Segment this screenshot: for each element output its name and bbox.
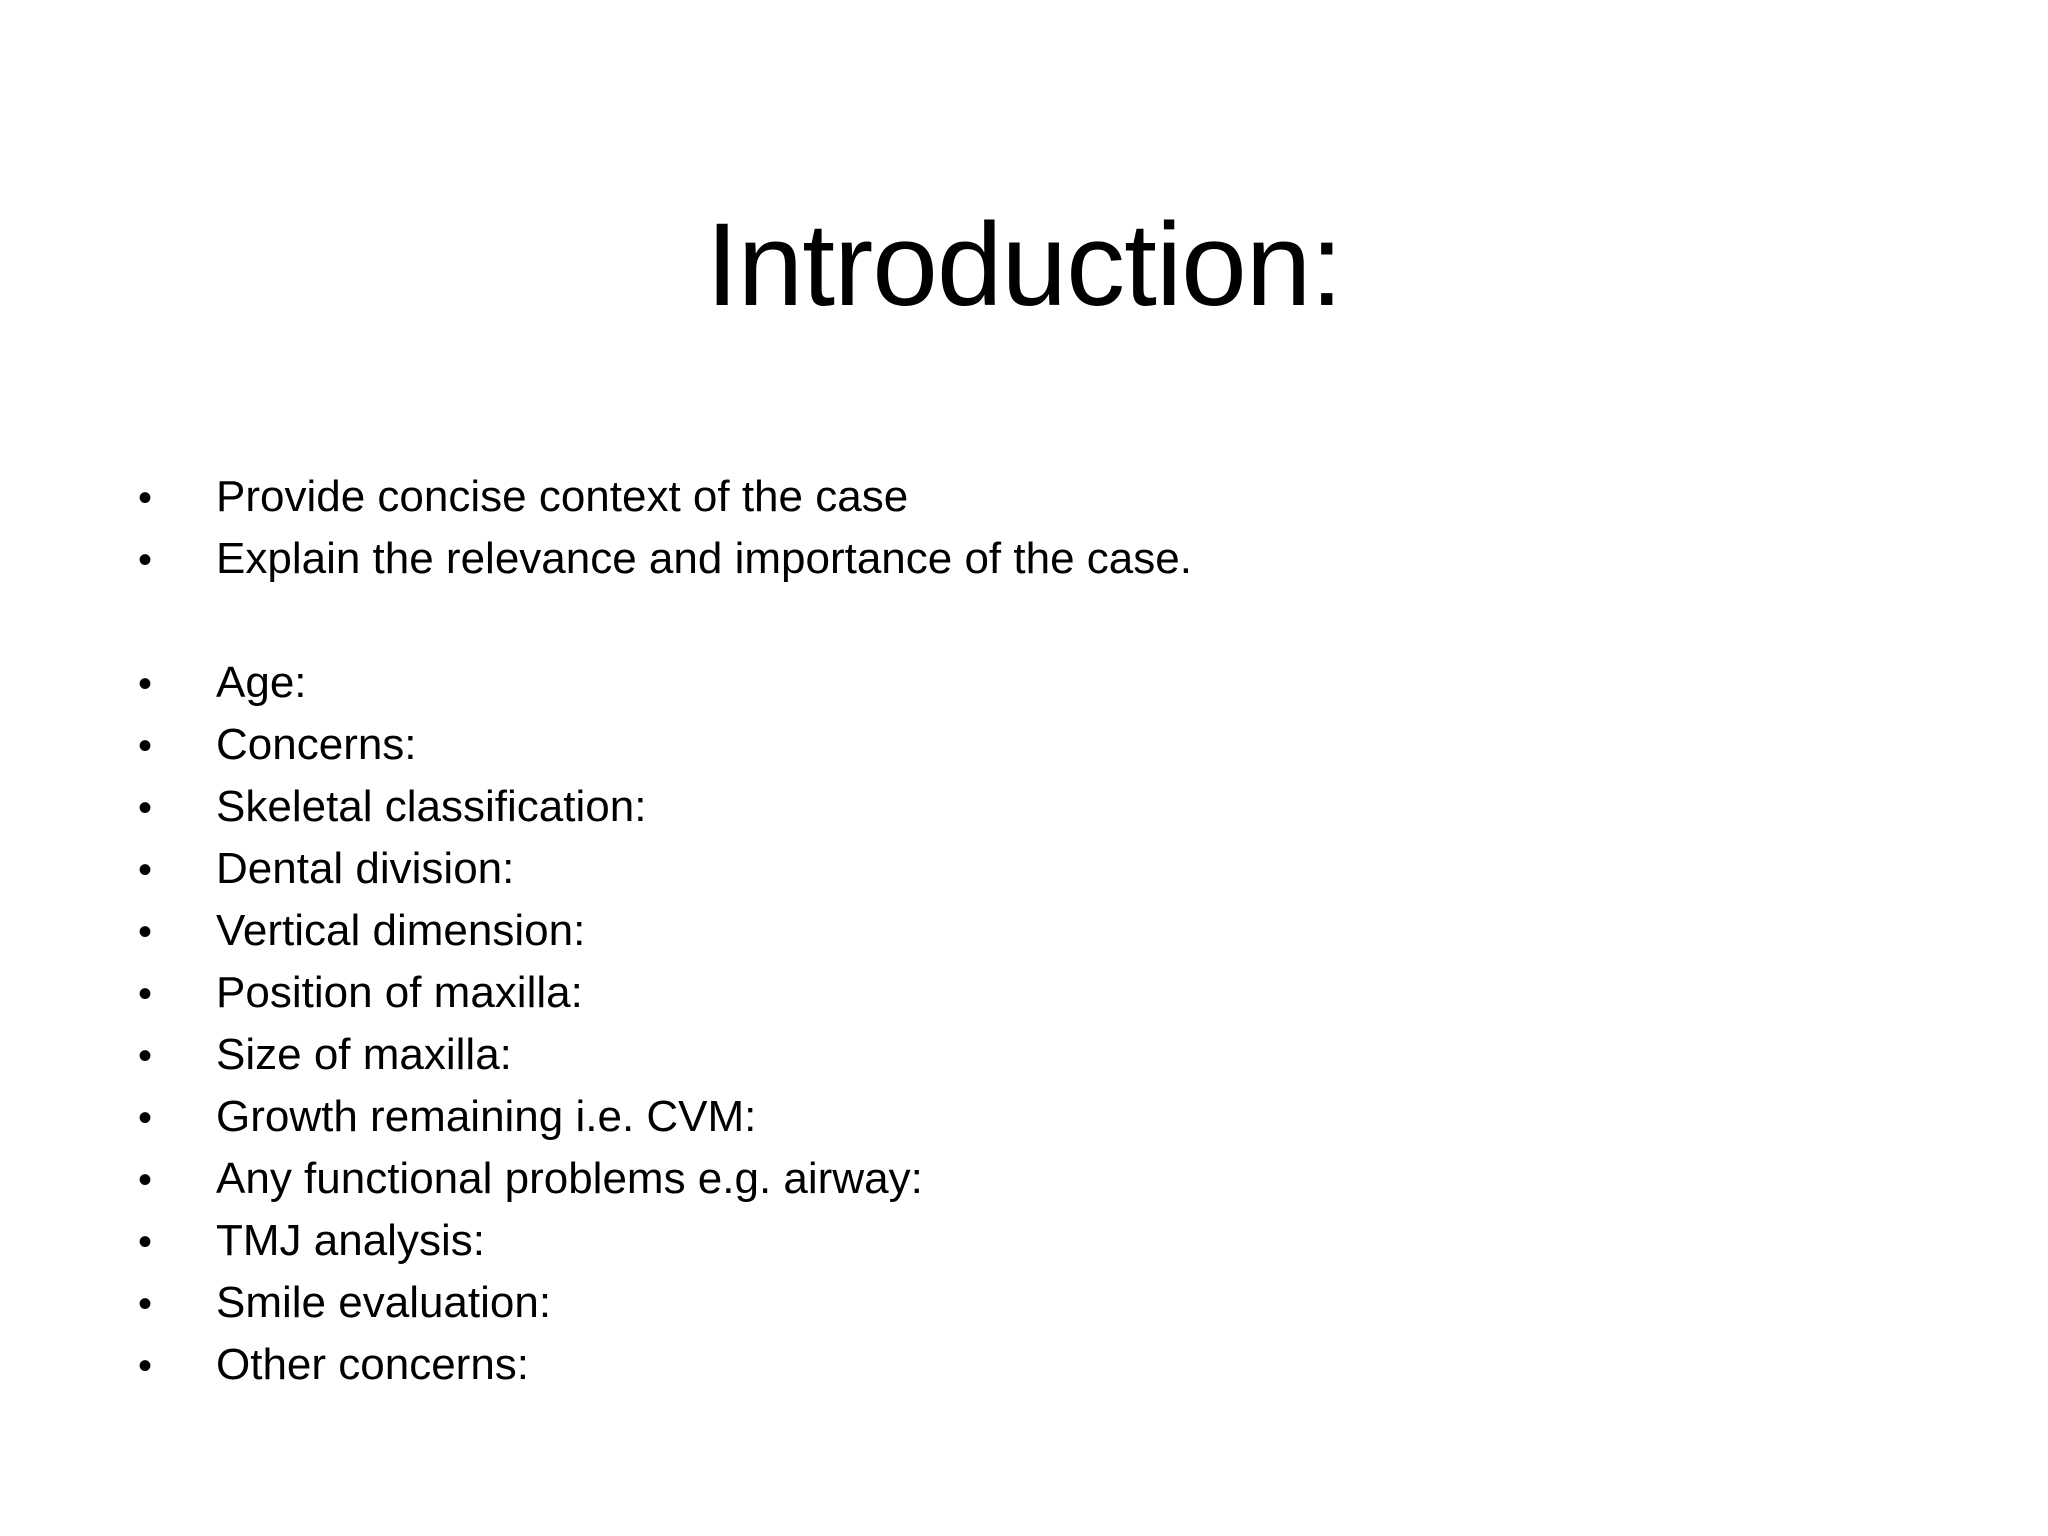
- bullet-text: TMJ analysis:: [216, 1216, 485, 1265]
- bullet-icon: •: [138, 848, 153, 892]
- list-item: [138, 1024, 1838, 1086]
- bullet-icon: •: [138, 1096, 153, 1140]
- slide-title: Introduction:: [705, 199, 1343, 331]
- bullet-text: Size of maxilla:: [216, 1030, 512, 1079]
- bullet-icon: •: [138, 1344, 153, 1388]
- bullet-icon: •: [138, 1220, 153, 1264]
- bullet-text: Other concerns:: [216, 1340, 530, 1389]
- list-item: [138, 466, 1838, 528]
- bullet-icon: •: [138, 538, 153, 582]
- bullet-icon: •: [138, 1158, 153, 1202]
- list-item: [138, 962, 1838, 1024]
- list-item: [138, 1272, 1838, 1334]
- list-item: [138, 1334, 1838, 1396]
- list-item: [138, 900, 1838, 962]
- bullet-text: Vertical dimension:: [216, 906, 586, 955]
- list-item: [138, 528, 1838, 590]
- list-item: [138, 776, 1838, 838]
- bullet-icon: •: [138, 476, 153, 520]
- bullet-text: Dental division:: [216, 844, 515, 893]
- bullet-icon: •: [138, 1282, 153, 1326]
- bullet-list: [138, 466, 1838, 1396]
- list-item: [138, 714, 1838, 776]
- bullet-icon: •: [138, 724, 153, 768]
- bullet-text: Smile evaluation:: [216, 1278, 552, 1327]
- bullet-icon: •: [138, 662, 153, 706]
- list-item: [138, 1148, 1838, 1210]
- bullet-text: Provide concise context of the case: [216, 472, 909, 521]
- bullet-icon: •: [138, 972, 153, 1016]
- list-item: [138, 1210, 1838, 1272]
- list-spacer: [138, 590, 1838, 652]
- bullet-text: Position of maxilla:: [216, 968, 583, 1017]
- list-item: [138, 838, 1838, 900]
- bullet-text: Growth remaining i.e. CVM:: [216, 1092, 757, 1141]
- bullet-text: Concerns:: [216, 720, 417, 769]
- list-item: [138, 652, 1838, 714]
- bullet-text: Age:: [216, 658, 307, 707]
- bullet-icon: •: [138, 910, 153, 954]
- bullet-text: Explain the relevance and importance of the case.: [216, 534, 1192, 583]
- list-item: [138, 1086, 1838, 1148]
- bullet-text: Skeletal classification:: [216, 782, 647, 831]
- bullet-text: Any functional problems e.g. airway:: [216, 1154, 923, 1203]
- bullet-icon: •: [138, 1034, 153, 1078]
- bullet-icon: •: [138, 786, 153, 830]
